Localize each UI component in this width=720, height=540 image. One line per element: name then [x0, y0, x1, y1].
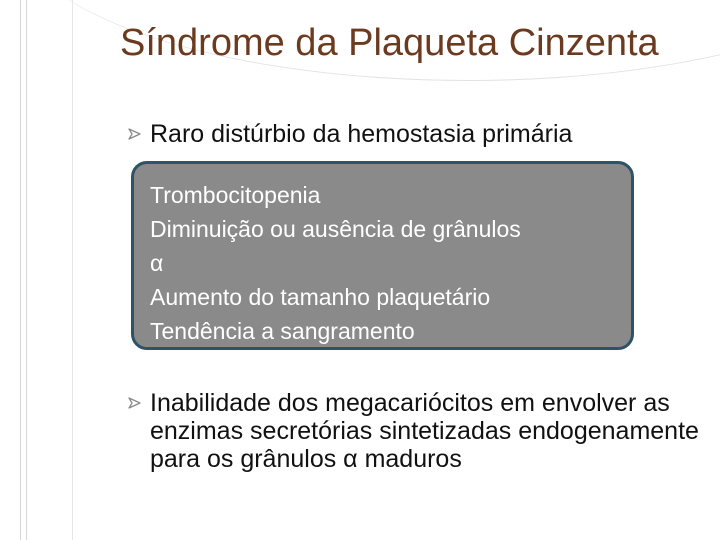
callout-line: Aumento do tamanho plaquetário [150, 284, 491, 310]
slide-title: Síndrome da Plaqueta Cinzenta [120, 22, 659, 64]
callout-line: Diminuição ou ausência de grânulos [150, 216, 521, 242]
callout-line: α [150, 250, 164, 276]
callout-box [131, 161, 634, 350]
open-arrow-bullet-icon [128, 128, 142, 140]
bullet-item [128, 389, 710, 473]
decorative-line [72, 0, 73, 540]
bullet-item [128, 120, 720, 148]
callout-line: Tendência a sangramento [150, 318, 415, 344]
decorative-line [26, 0, 27, 540]
callout-line: Trombocitopenia [150, 182, 321, 208]
bullet-text: Inabilidade dos megacariócitos em envolver as enzimas secretórias sintetizadas endogenamente para os grânulos α maduros [150, 389, 699, 473]
open-arrow-bullet-icon [128, 397, 142, 409]
bullet-text: Raro distúrbio da hemostasia primária [150, 120, 573, 148]
decorative-line [20, 0, 21, 540]
